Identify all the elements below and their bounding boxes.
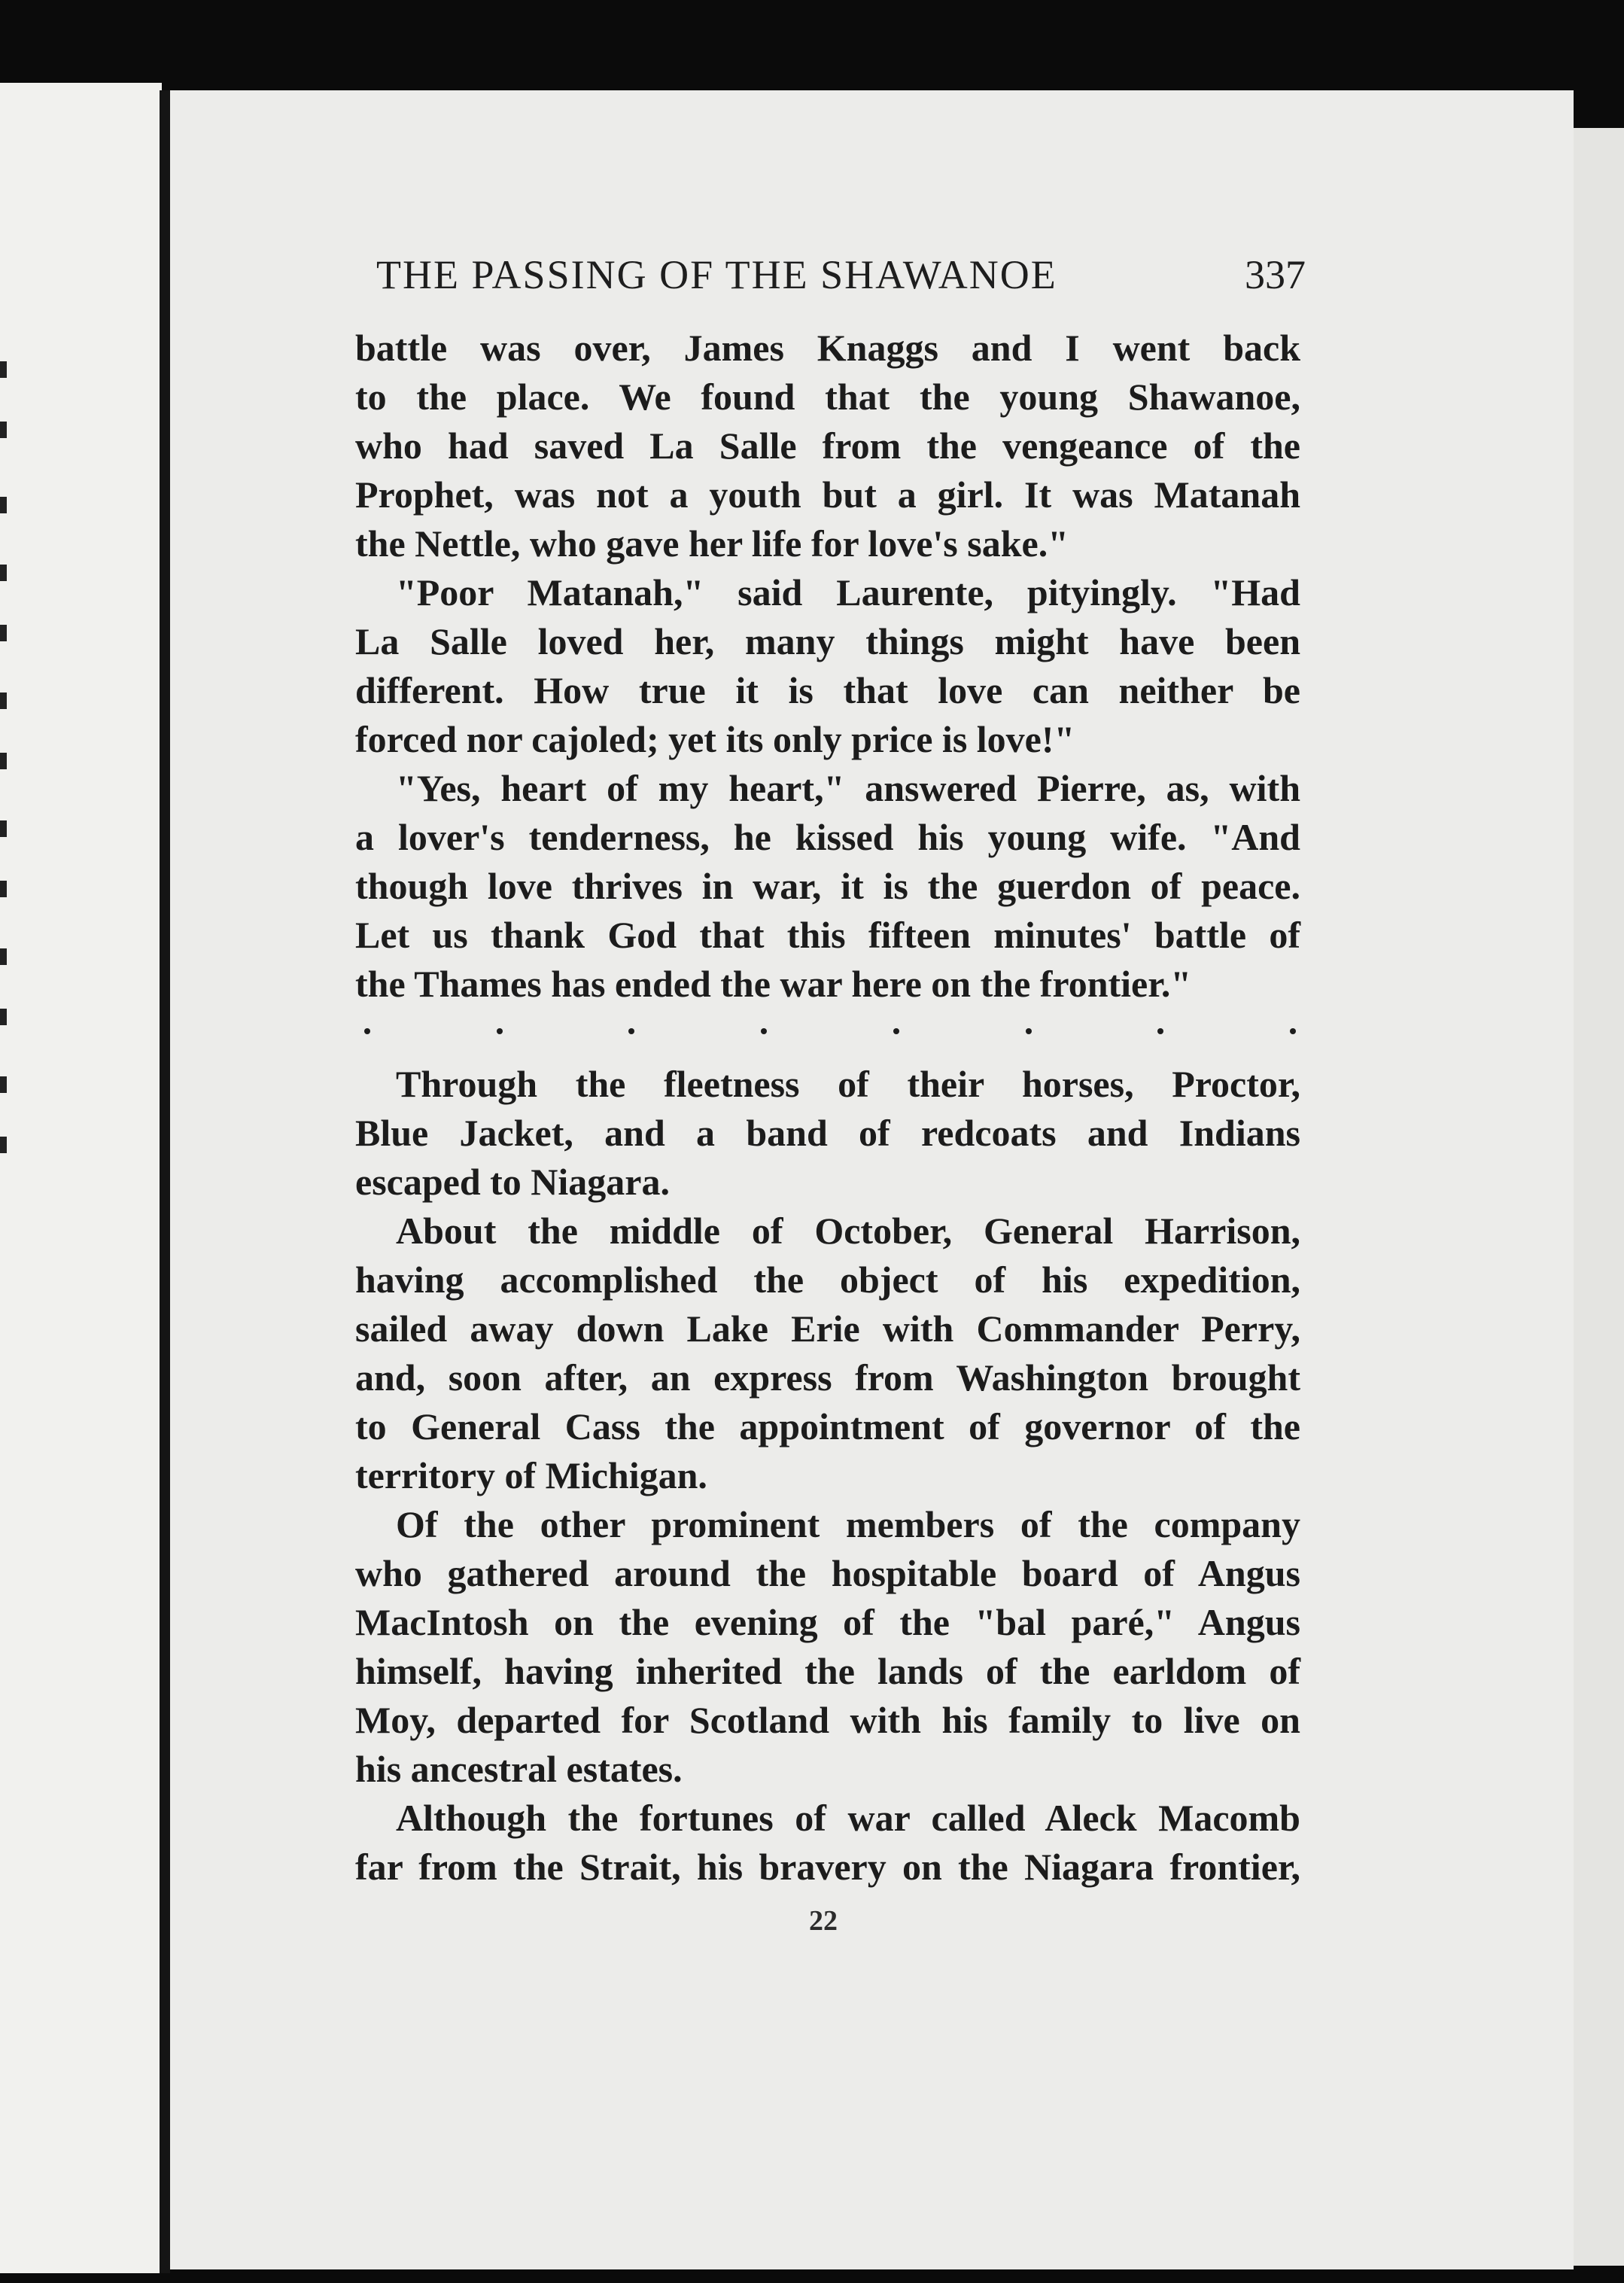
text-line: different. How true it is that love can neither be [355, 669, 1300, 711]
text-line: far from the Strait, his bravery on the Niagara frontier, [355, 1846, 1300, 1888]
left-page-marks [0, 361, 8, 1152]
text-line: to General Cass the appointment of governor of the [355, 1405, 1300, 1447]
signature-mark: 22 [809, 1905, 838, 1937]
text-line: a lover's tenderness, he kissed his young wife. "And [355, 816, 1300, 858]
text-line: and, soon after, an express from Washington brought [355, 1356, 1300, 1399]
text-line: "Poor Matanah," said Laurente, pityingly. "Had [396, 571, 1300, 613]
text-line: who gathered around the hospitable board of Angus [355, 1552, 1300, 1594]
break-dot [364, 1028, 370, 1034]
text-line: forced nor cajoled; yet its only price is love!" [355, 718, 1075, 760]
break-dot [893, 1028, 899, 1034]
running-title: THE PASSING OF THE SHAWANOE [376, 252, 1057, 297]
text-line: MacIntosh on the evening of the "bal paré," Angus [355, 1601, 1300, 1643]
text-line: though love thrives in war, it is the guerdon of peace. [355, 865, 1300, 907]
text-line: battle was over, James Knaggs and I went back [355, 327, 1300, 369]
text-line: "Yes, heart of my heart," answered Pierre, as, with [396, 767, 1300, 809]
section-break [355, 1009, 1300, 1054]
text-line: the Thames has ended the war here on the frontier." [355, 963, 1192, 1005]
text-line: escaped to Niagara. [355, 1161, 670, 1203]
text-line: who had saved La Salle from the vengeance of the [355, 425, 1300, 467]
text-line: Although the fortunes of war called Aleck Macomb [396, 1797, 1300, 1839]
text-line: having accomplished the object of his expedition, [355, 1259, 1300, 1301]
left-page-edge [0, 83, 162, 2273]
text-line: himself, having inherited the lands of the earldom of [355, 1650, 1300, 1692]
text-line: Through the fleetness of their horses, Proctor, [396, 1063, 1300, 1105]
text-line: his ancestral estates. [355, 1748, 683, 1790]
book-gutter [160, 90, 170, 2273]
break-dot [1026, 1028, 1032, 1034]
break-dot [761, 1028, 767, 1034]
text-line: territory of Michigan. [355, 1454, 707, 1496]
running-head [376, 251, 1306, 306]
text-line: Blue Jacket, and a band of redcoats and Indians [355, 1112, 1300, 1154]
break-dot [628, 1028, 634, 1034]
text-line: sailed away down Lake Erie with Commander Perry, [355, 1307, 1300, 1350]
text-line: the Nettle, who gave her life for love's sake." [355, 522, 1069, 565]
text-line: La Salle loved her, many things might have been [355, 620, 1300, 662]
text-line: Of the other prominent members of the company [396, 1503, 1300, 1545]
break-dot [1290, 1028, 1296, 1034]
text-line: About the middle of October, General Harrison, [396, 1210, 1300, 1252]
text-line: to the place. We found that the young Shawanoe, [355, 376, 1300, 418]
break-dot [497, 1028, 503, 1034]
page-fore-edge [1574, 128, 1624, 2266]
text-line: Moy, departed for Scotland with his family to live on [355, 1699, 1300, 1741]
break-dot [1157, 1028, 1163, 1034]
text-line: Let us thank God that this fifteen minutes' battle of [355, 914, 1300, 956]
page-number: 337 [1245, 252, 1306, 297]
body-text [355, 324, 1300, 1892]
text-line: Prophet, was not a youth but a girl. It was Matanah [355, 473, 1300, 516]
